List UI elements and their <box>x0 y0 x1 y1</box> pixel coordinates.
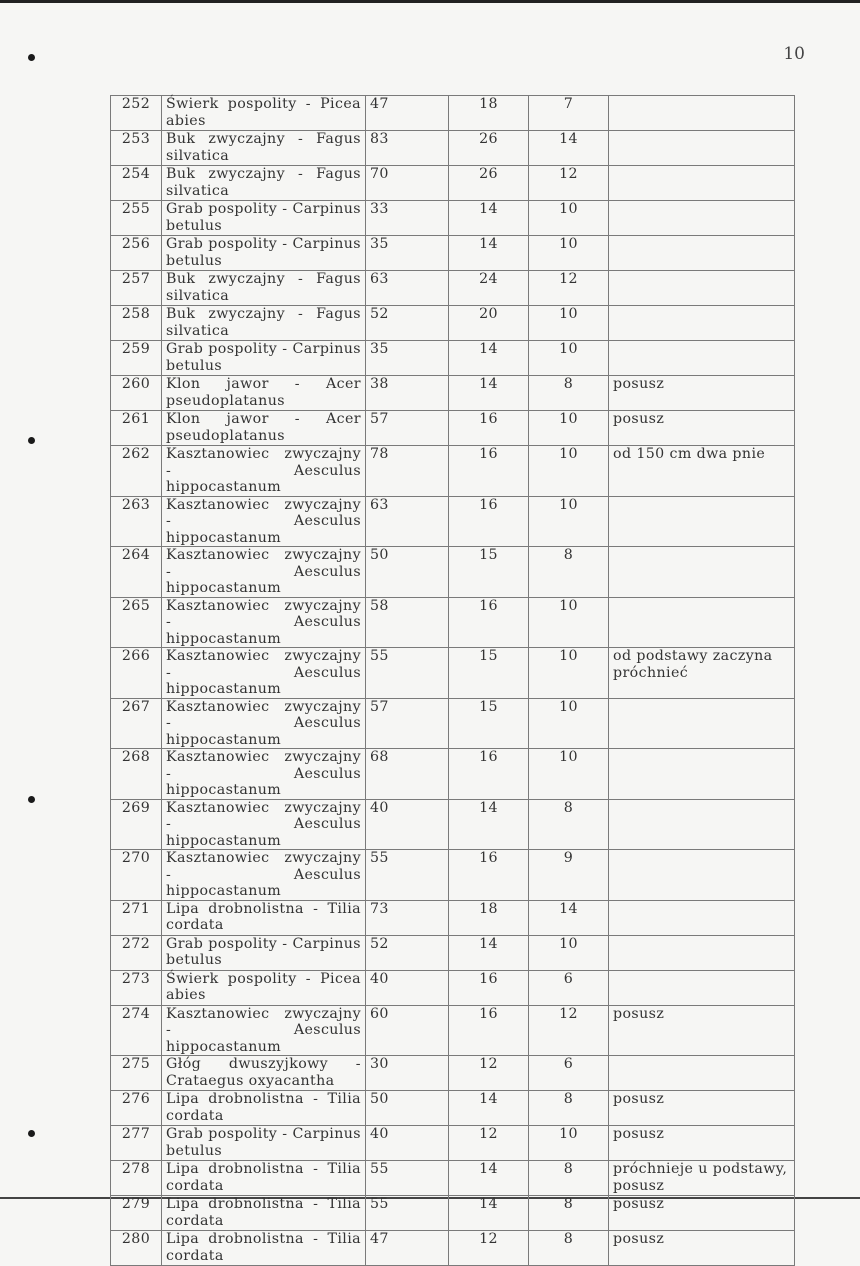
measure-2-cell: 15 <box>449 547 529 598</box>
measure-2-cell: 16 <box>449 749 529 800</box>
species-name-cell: Grab pospolity - Carpinus betulus <box>162 935 366 970</box>
measure-1-cell: 57 <box>366 411 449 446</box>
tree-number-cell: 276 <box>111 1091 162 1126</box>
table-row <box>111 799 795 850</box>
species-name-cell: Buk zwyczajny - Fagus silvatica <box>162 131 366 166</box>
tree-number-cell: 261 <box>111 411 162 446</box>
page-number: 10 <box>783 44 805 64</box>
remark-cell <box>609 131 795 166</box>
table-row <box>111 547 795 598</box>
species-name-cell: Grab pospolity - Carpinus betulus <box>162 236 366 271</box>
remark-cell <box>609 271 795 306</box>
tree-number-cell: 252 <box>111 96 162 131</box>
species-name-cell: Świerk pospolity - Picea abies <box>162 96 366 131</box>
measure-3-cell: 8 <box>529 1196 609 1231</box>
table-row <box>111 496 795 547</box>
measure-1-cell: 78 <box>366 446 449 497</box>
measure-2-cell: 20 <box>449 306 529 341</box>
remark-cell <box>609 201 795 236</box>
table-row <box>111 850 795 901</box>
measure-1-cell: 40 <box>366 970 449 1005</box>
measure-2-cell: 14 <box>449 799 529 850</box>
measure-1-cell: 35 <box>366 236 449 271</box>
species-name-cell: Lipa drobnolistna - Tilia cordata <box>162 1231 366 1266</box>
measure-3-cell: 6 <box>529 1056 609 1091</box>
measure-2-cell: 26 <box>449 166 529 201</box>
measure-2-cell: 16 <box>449 850 529 901</box>
tree-number-cell: 269 <box>111 799 162 850</box>
remark-cell <box>609 799 795 850</box>
punch-hole-mark <box>28 437 35 444</box>
species-name-cell: Lipa drobnolistna - Tilia cordata <box>162 900 366 935</box>
measure-2-cell: 14 <box>449 1161 529 1196</box>
table-row <box>111 1126 795 1161</box>
species-name-cell: Buk zwyczajny - Fagus silvatica <box>162 166 366 201</box>
tree-number-cell: 256 <box>111 236 162 271</box>
remark-cell <box>609 236 795 271</box>
measure-3-cell: 7 <box>529 96 609 131</box>
measure-3-cell: 6 <box>529 970 609 1005</box>
measure-2-cell: 15 <box>449 648 529 699</box>
table-row <box>111 96 795 131</box>
tree-number-cell: 271 <box>111 900 162 935</box>
measure-2-cell: 15 <box>449 698 529 749</box>
tree-number-cell: 267 <box>111 698 162 749</box>
measure-1-cell: 60 <box>366 1005 449 1056</box>
tree-number-cell: 278 <box>111 1161 162 1196</box>
remark-cell: od 150 cm dwa pnie <box>609 446 795 497</box>
remark-cell <box>609 306 795 341</box>
remark-cell <box>609 935 795 970</box>
measure-2-cell: 16 <box>449 1005 529 1056</box>
measure-3-cell: 8 <box>529 547 609 598</box>
table-row <box>111 698 795 749</box>
measure-3-cell: 10 <box>529 935 609 970</box>
measure-1-cell: 33 <box>366 201 449 236</box>
table-row <box>111 597 795 648</box>
tree-number-cell: 264 <box>111 547 162 598</box>
table-row <box>111 411 795 446</box>
table-row <box>111 306 795 341</box>
remark-cell: posusz <box>609 1091 795 1126</box>
tree-number-cell: 263 <box>111 496 162 547</box>
remark-cell <box>609 749 795 800</box>
tree-number-cell: 260 <box>111 376 162 411</box>
remark-cell <box>609 900 795 935</box>
measure-2-cell: 16 <box>449 597 529 648</box>
measure-3-cell: 10 <box>529 597 609 648</box>
tree-number-cell: 270 <box>111 850 162 901</box>
punch-hole-mark <box>28 54 35 61</box>
tree-number-cell: 272 <box>111 935 162 970</box>
remark-cell <box>609 96 795 131</box>
species-name-cell: Kasztanowiec zwyczajny - Aesculus hippocastanum <box>162 648 366 699</box>
measure-1-cell: 35 <box>366 341 449 376</box>
species-name-cell: Kasztanowiec zwyczajny - Aesculus hippocastanum <box>162 1005 366 1056</box>
tree-number-cell: 254 <box>111 166 162 201</box>
measure-1-cell: 55 <box>366 1196 449 1231</box>
measure-2-cell: 16 <box>449 970 529 1005</box>
measure-3-cell: 10 <box>529 306 609 341</box>
measure-3-cell: 8 <box>529 1091 609 1126</box>
species-name-cell: Klon jawor - Acer pseudoplatanus <box>162 411 366 446</box>
tree-number-cell: 253 <box>111 131 162 166</box>
table-row <box>111 1231 795 1266</box>
remark-cell <box>609 341 795 376</box>
measure-2-cell: 14 <box>449 1196 529 1231</box>
measure-1-cell: 55 <box>366 850 449 901</box>
measure-1-cell: 50 <box>366 547 449 598</box>
measure-3-cell: 8 <box>529 1231 609 1266</box>
measure-1-cell: 57 <box>366 698 449 749</box>
species-name-cell: Grab pospolity - Carpinus betulus <box>162 201 366 236</box>
species-name-cell: Klon jawor - Acer pseudoplatanus <box>162 376 366 411</box>
measure-2-cell: 16 <box>449 496 529 547</box>
measure-1-cell: 55 <box>366 648 449 699</box>
species-name-cell: Buk zwyczajny - Fagus silvatica <box>162 271 366 306</box>
measure-1-cell: 38 <box>366 376 449 411</box>
measure-1-cell: 73 <box>366 900 449 935</box>
measure-1-cell: 63 <box>366 496 449 547</box>
measure-3-cell: 9 <box>529 850 609 901</box>
tree-number-cell: 257 <box>111 271 162 306</box>
measure-1-cell: 70 <box>366 166 449 201</box>
measure-3-cell: 10 <box>529 341 609 376</box>
measure-2-cell: 16 <box>449 446 529 497</box>
remark-cell: posusz <box>609 1196 795 1231</box>
measure-1-cell: 52 <box>366 306 449 341</box>
remark-cell <box>609 547 795 598</box>
scan-top-edge <box>0 0 860 3</box>
remark-cell <box>609 850 795 901</box>
table-row <box>111 749 795 800</box>
measure-3-cell: 10 <box>529 749 609 800</box>
punch-hole-mark <box>28 796 35 803</box>
remark-cell <box>609 597 795 648</box>
remark-cell <box>609 496 795 547</box>
measure-3-cell: 8 <box>529 1161 609 1196</box>
measure-2-cell: 12 <box>449 1231 529 1266</box>
measure-2-cell: 18 <box>449 96 529 131</box>
measure-2-cell: 14 <box>449 341 529 376</box>
punch-hole-mark <box>28 1130 35 1137</box>
measure-3-cell: 10 <box>529 446 609 497</box>
measure-1-cell: 63 <box>366 271 449 306</box>
measure-2-cell: 12 <box>449 1126 529 1161</box>
remark-cell <box>609 166 795 201</box>
species-name-cell: Kasztanowiec zwyczajny - Aesculus hippocastanum <box>162 496 366 547</box>
measure-1-cell: 47 <box>366 96 449 131</box>
measure-3-cell: 10 <box>529 648 609 699</box>
table-row <box>111 1091 795 1126</box>
tree-number-cell: 265 <box>111 597 162 648</box>
measure-2-cell: 18 <box>449 900 529 935</box>
measure-2-cell: 14 <box>449 236 529 271</box>
tree-number-cell: 255 <box>111 201 162 236</box>
table-row <box>111 1161 795 1196</box>
table-row <box>111 201 795 236</box>
measure-3-cell: 10 <box>529 201 609 236</box>
species-name-cell: Kasztanowiec zwyczajny - Aesculus hippocastanum <box>162 547 366 598</box>
tree-number-cell: 262 <box>111 446 162 497</box>
measure-1-cell: 52 <box>366 935 449 970</box>
measure-3-cell: 12 <box>529 1005 609 1056</box>
tree-inventory-table <box>110 95 795 1266</box>
measure-3-cell: 12 <box>529 166 609 201</box>
measure-3-cell: 10 <box>529 698 609 749</box>
remark-cell <box>609 970 795 1005</box>
species-name-cell: Kasztanowiec zwyczajny - Aesculus hippocastanum <box>162 850 366 901</box>
measure-1-cell: 40 <box>366 799 449 850</box>
remark-cell: od podstawy zaczyna próchnieć <box>609 648 795 699</box>
measure-2-cell: 16 <box>449 411 529 446</box>
measure-3-cell: 14 <box>529 131 609 166</box>
measure-1-cell: 68 <box>366 749 449 800</box>
measure-1-cell: 58 <box>366 597 449 648</box>
table-row <box>111 648 795 699</box>
table-row <box>111 446 795 497</box>
species-name-cell: Świerk pospolity - Picea abies <box>162 970 366 1005</box>
remark-cell: posusz <box>609 1005 795 1056</box>
measure-3-cell: 10 <box>529 1126 609 1161</box>
table-row <box>111 1196 795 1231</box>
measure-2-cell: 14 <box>449 201 529 236</box>
species-name-cell: Buk zwyczajny - Fagus silvatica <box>162 306 366 341</box>
measure-3-cell: 10 <box>529 236 609 271</box>
species-name-cell: Głóg dwuszyjkowy - Crataegus oxyacantha <box>162 1056 366 1091</box>
species-name-cell: Grab pospolity - Carpinus betulus <box>162 341 366 376</box>
measure-1-cell: 50 <box>366 1091 449 1126</box>
measure-3-cell: 8 <box>529 376 609 411</box>
measure-3-cell: 12 <box>529 271 609 306</box>
tree-number-cell: 277 <box>111 1126 162 1161</box>
table-row <box>111 236 795 271</box>
table-row <box>111 970 795 1005</box>
tree-number-cell: 274 <box>111 1005 162 1056</box>
table-row <box>111 1056 795 1091</box>
table-row <box>111 376 795 411</box>
remark-cell <box>609 1056 795 1091</box>
measure-3-cell: 8 <box>529 799 609 850</box>
species-name-cell: Kasztanowiec zwyczajny - Aesculus hippocastanum <box>162 749 366 800</box>
measure-1-cell: 40 <box>366 1126 449 1161</box>
table-row <box>111 166 795 201</box>
remark-cell: próchnieje u podstawy, posusz <box>609 1161 795 1196</box>
tree-number-cell: 273 <box>111 970 162 1005</box>
remark-cell: posusz <box>609 1126 795 1161</box>
species-name-cell: Kasztanowiec zwyczajny - Aesculus hippocastanum <box>162 799 366 850</box>
tree-number-cell: 280 <box>111 1231 162 1266</box>
measure-2-cell: 14 <box>449 935 529 970</box>
species-name-cell: Lipa drobnolistna - Tilia cordata <box>162 1196 366 1231</box>
tree-number-cell: 259 <box>111 341 162 376</box>
tree-number-cell: 268 <box>111 749 162 800</box>
table-row <box>111 1005 795 1056</box>
table-row <box>111 271 795 306</box>
tree-number-cell: 279 <box>111 1196 162 1231</box>
measure-3-cell: 10 <box>529 411 609 446</box>
table-row <box>111 935 795 970</box>
remark-cell <box>609 698 795 749</box>
tree-number-cell: 275 <box>111 1056 162 1091</box>
measure-2-cell: 26 <box>449 131 529 166</box>
species-name-cell: Kasztanowiec zwyczajny - Aesculus hippocastanum <box>162 446 366 497</box>
table-row <box>111 900 795 935</box>
table-row <box>111 131 795 166</box>
remark-cell: posusz <box>609 376 795 411</box>
measure-2-cell: 14 <box>449 1091 529 1126</box>
species-name-cell: Grab pospolity - Carpinus betulus <box>162 1126 366 1161</box>
measure-1-cell: 47 <box>366 1231 449 1266</box>
measure-1-cell: 55 <box>366 1161 449 1196</box>
measure-2-cell: 14 <box>449 376 529 411</box>
measure-3-cell: 14 <box>529 900 609 935</box>
measure-2-cell: 24 <box>449 271 529 306</box>
remark-cell: posusz <box>609 1231 795 1266</box>
measure-1-cell: 30 <box>366 1056 449 1091</box>
tree-number-cell: 266 <box>111 648 162 699</box>
tree-number-cell: 258 <box>111 306 162 341</box>
species-name-cell: Lipa drobnolistna - Tilia cordata <box>162 1161 366 1196</box>
measure-2-cell: 12 <box>449 1056 529 1091</box>
species-name-cell: Kasztanowiec zwyczajny - Aesculus hippocastanum <box>162 698 366 749</box>
species-name-cell: Lipa drobnolistna - Tilia cordata <box>162 1091 366 1126</box>
measure-3-cell: 10 <box>529 496 609 547</box>
remark-cell: posusz <box>609 411 795 446</box>
tree-inventory-body <box>111 96 795 1266</box>
table-row <box>111 341 795 376</box>
species-name-cell: Kasztanowiec zwyczajny - Aesculus hippocastanum <box>162 597 366 648</box>
measure-1-cell: 83 <box>366 131 449 166</box>
